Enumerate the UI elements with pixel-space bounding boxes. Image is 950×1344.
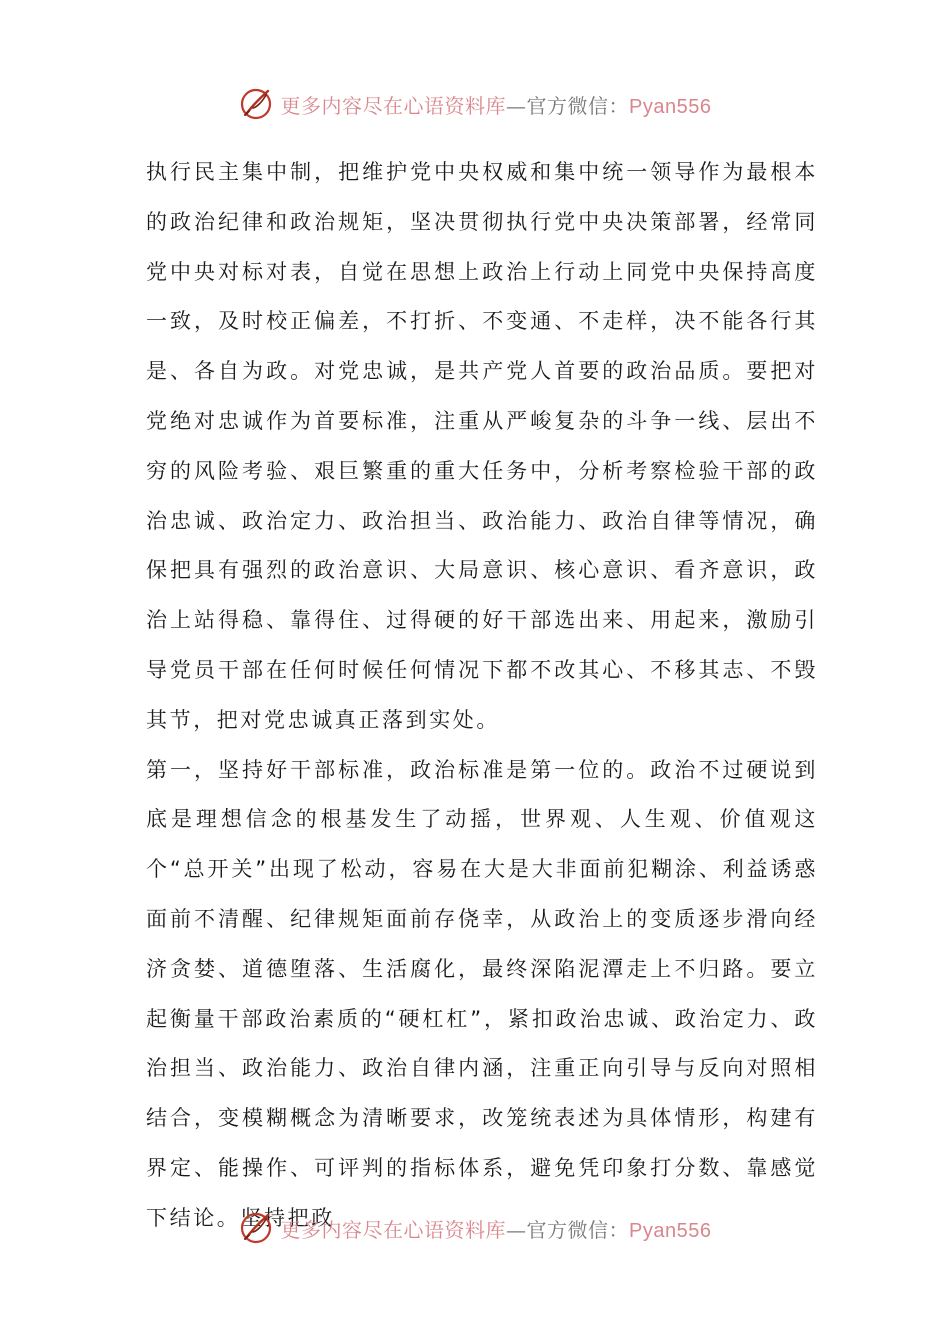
quill-logo-icon (239, 87, 273, 121)
header-dash: — (506, 93, 527, 118)
footer-wechat-id: Pyan556 (629, 1219, 712, 1242)
footer-site-name: 更多内容尽在心语资料库 (280, 1217, 507, 1242)
header-site-name: 更多内容尽在心语资料库 (280, 93, 507, 118)
body-paragraph-1: 执行民主集中制，把维护党中央权威和集中统一领导作为最根本的政治纪律和政治规矩，坚决贯彻执行党中央决策部署，经常同党中央对标对表，自觉在思想上政治上行动上同党中央保持高度一致，及时校正偏差，不打折、不变通、不走样，决不能各行其是、各自为政。对党忠诚，是共产党人首要的政治品质。要把对党绝对忠诚作为首要标准，注重从严峻复杂的斗争一线、层出不穷的风险考验、艰巨繁重的重大任务中，分析考察检验干部的政治忠诚、政治定力、政治担当、政治能力、政治自律等情况，确保把具有强烈的政治意识、大局意识、核心意识、看齐意识，政治上站得稳、靠得住、过得硬的好干部选出来、用起来，激励引导党员干部在任何时候任何情况下都不改其心、不移其志、不毁其节，把对党忠诚真正落到实处。 (146, 160, 818, 732)
footer-wechat-label: 官方微信： (526, 1217, 630, 1242)
footer-dash: — (506, 1217, 527, 1242)
quill-logo-icon (239, 1211, 273, 1245)
footer-banner-text (281, 1214, 712, 1243)
body-paragraph-2: 第一，坚持好干部标准，政治标准是第一位的。政治不过硬说到底是理想信念的根基发生了动摇，世界观、人生观、价值观这个“总开关”出现了松动，容易在大是大非面前犯糊涂、利益诱惑面前不清醒、纪律规矩面前存侥幸，从政治上的变质逐步滑向经济贪婪、道德堕落、生活腐化，最终深陷泥潭走上不归路。要立起衡量干部政治素质的“硬杠杠”，紧扣政治忠诚、政治定力、政治担当、政治能力、政治自律内涵，注重正向引导与反向对照相结合，变模糊概念为清晰要求，改笼统表述为具体情形，构建有界定、能操作、可评判的指标体系，避免凭印象打分数、靠感觉下结论。坚持把政 (146, 757, 818, 1230)
footer-banner (0, 1208, 950, 1248)
document-body (146, 148, 818, 1244)
header-wechat-id: Pyan556 (629, 95, 712, 118)
header-banner (0, 84, 950, 124)
header-wechat-label: 官方微信： (526, 93, 630, 118)
header-banner-text (281, 90, 712, 119)
